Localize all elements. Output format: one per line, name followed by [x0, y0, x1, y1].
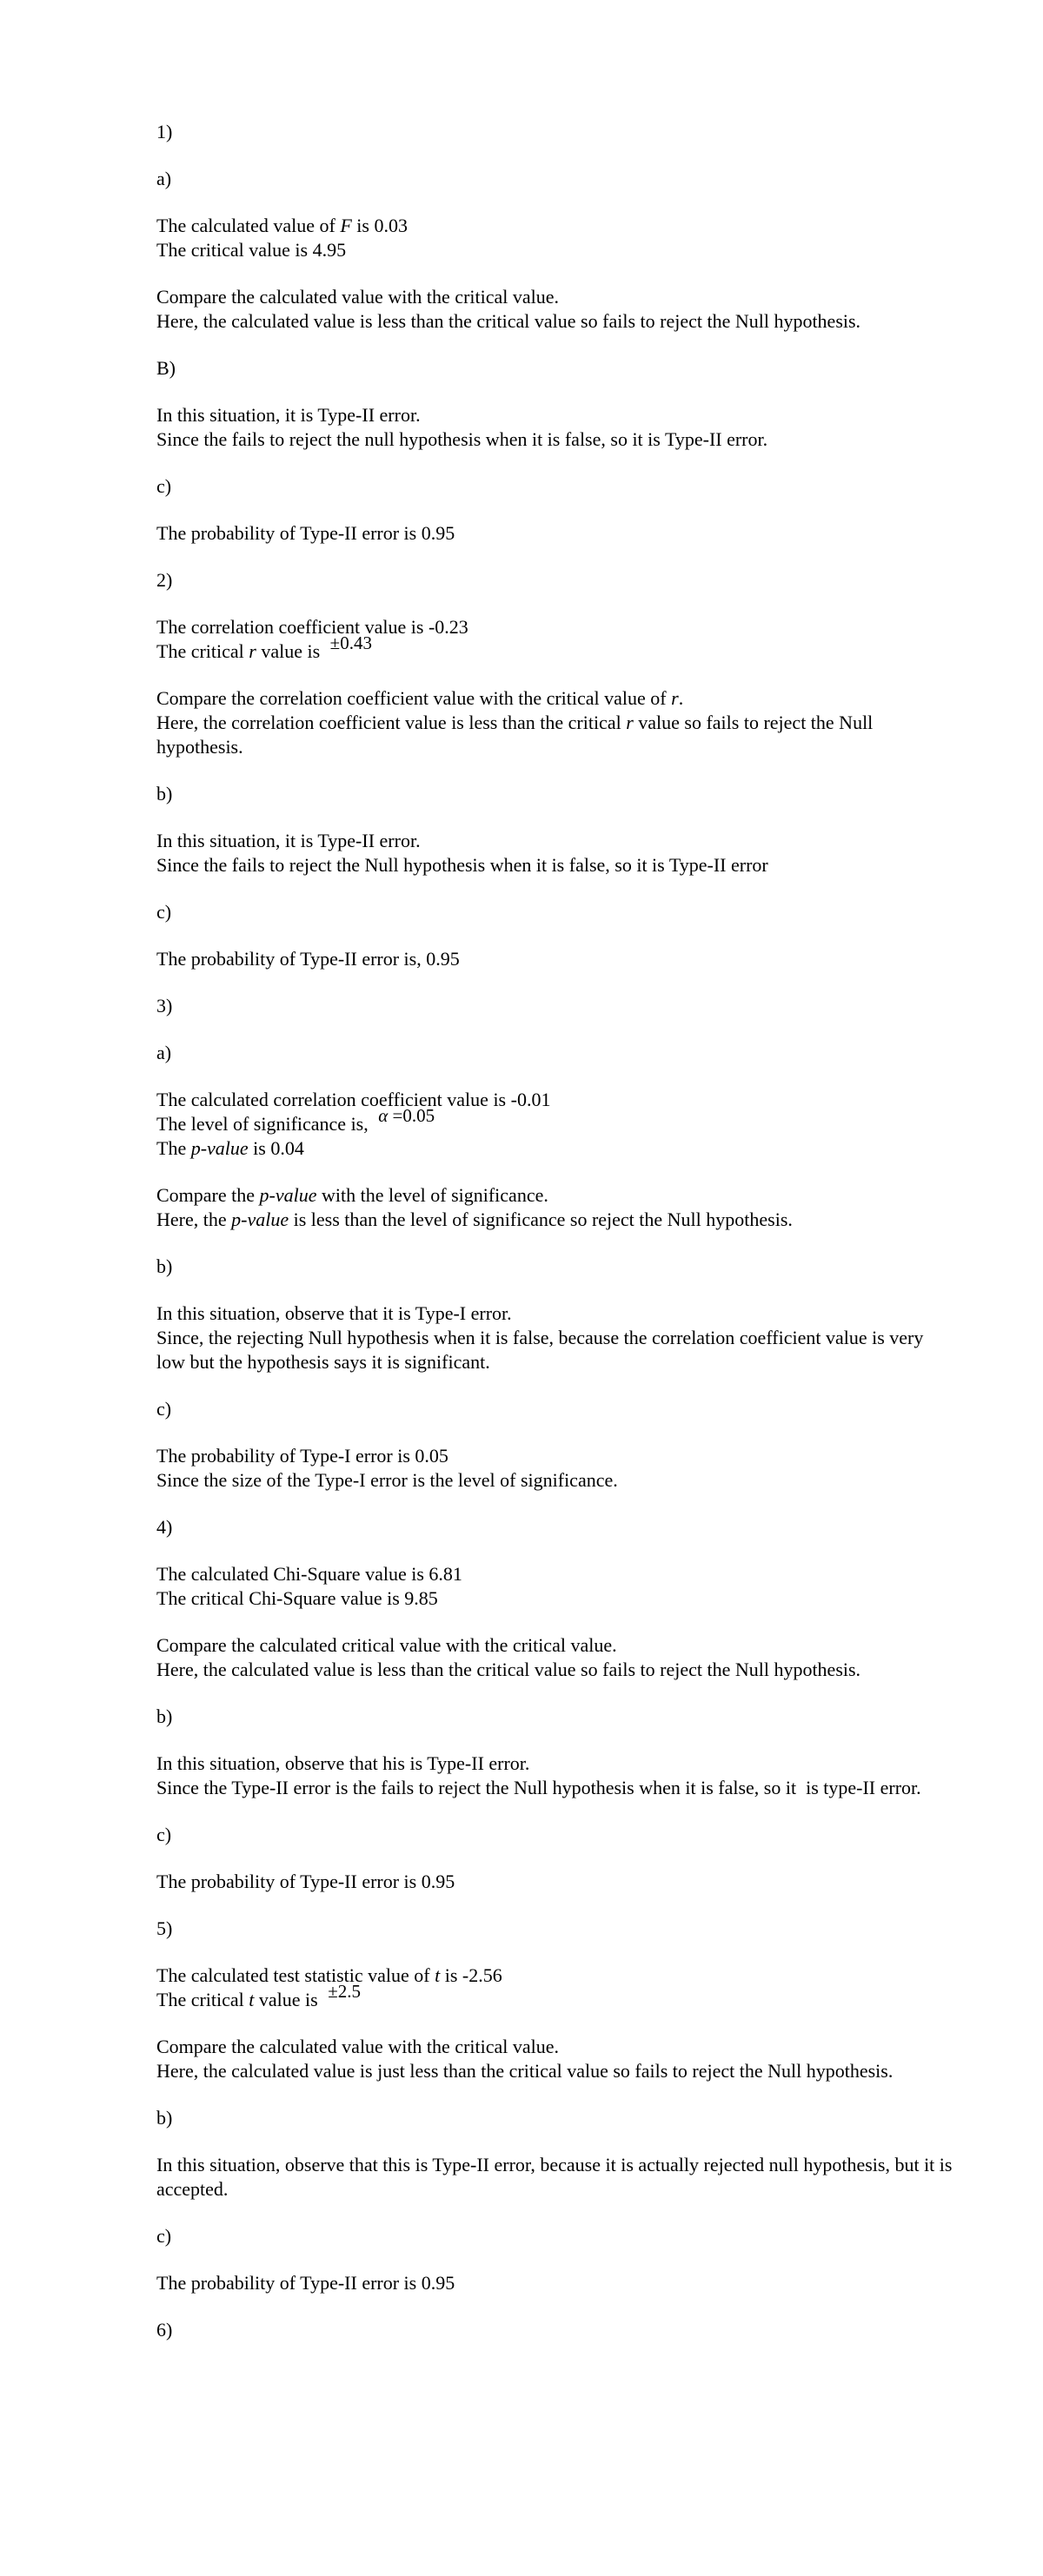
text-segment: The — [156, 1137, 191, 1159]
part-label: c) — [156, 2225, 172, 2247]
question-number: 5) — [156, 1917, 173, 1939]
section-3-comparison — [156, 1183, 956, 1232]
variable-p-value: p-value — [259, 1184, 317, 1206]
question-number: 4) — [156, 1516, 173, 1538]
part-label: b) — [156, 1255, 173, 1277]
critical-t-value: ±2.5 — [328, 1981, 362, 2002]
variable-f: F — [340, 215, 352, 236]
text-segment: The calculated value of — [156, 215, 341, 236]
section-1-part-c-label — [156, 474, 956, 499]
alpha-symbol: α — [378, 1105, 389, 1126]
conclusion-line — [156, 711, 956, 759]
section-1-number — [156, 120, 956, 144]
comparison-line — [156, 1183, 956, 1208]
conclusion-line: Here, the calculated value is less than the critical value so fails to reject the Null hypothesis. — [156, 1659, 861, 1680]
text-segment: Compare the — [156, 1184, 260, 1206]
probability-line: The probability of Type-II error is 0.95 — [156, 2272, 455, 2294]
section-5-values — [156, 1963, 956, 2012]
variable-r: r — [671, 687, 679, 709]
error-reason-line: Since the fails to reject the Null hypothesis when it is false, so it is Type-II error — [156, 854, 768, 876]
error-reason-line: Since, the rejecting Null hypothesis when it is false, because the correlation coefficient value is very low but the hypothesis says it is significant. — [156, 1327, 928, 1373]
text-segment: value is — [256, 640, 325, 662]
section-5-part-b-text — [156, 2153, 956, 2202]
part-label: a) — [156, 1042, 172, 1063]
error-reason-line: Since the Type-II error is the fails to reject the Null hypothesis when it is false, so it is type-II error. — [156, 1777, 921, 1798]
variable-p-value: p-value — [231, 1209, 289, 1230]
section-4-values — [156, 1562, 956, 1611]
question-number: 2) — [156, 569, 173, 591]
part-label: c) — [156, 1824, 172, 1845]
section-2-part-b-text — [156, 829, 956, 877]
variable-r: r — [626, 712, 634, 733]
chi-square-value-line: The calculated Chi-Square value is 6.81 — [156, 1563, 462, 1585]
part-label: B) — [156, 357, 176, 379]
text-segment: . — [678, 687, 684, 709]
section-6-number — [156, 2318, 956, 2342]
text-segment: Here, the correlation coefficient value is less than the critical — [156, 712, 627, 733]
section-3-part-b-text — [156, 1301, 956, 1374]
text-segment: The calculated test statistic value of — [156, 1964, 435, 1986]
section-4-part-c-text — [156, 1870, 956, 1894]
critical-t-line — [156, 1981, 956, 2012]
text-segment: The critical — [156, 1989, 249, 2010]
comparison-line: Compare the calculated value with the critical value. — [156, 286, 560, 308]
section-3-part-a-label — [156, 1041, 956, 1065]
test-statistic-line — [156, 1963, 956, 1988]
probability-line: The probability of Type-II error is, 0.95 — [156, 948, 460, 970]
section-1-part-b-label — [156, 356, 956, 381]
probability-reason-line: Since the size of the Type-I error is the level of significance. — [156, 1469, 618, 1491]
conclusion-line: Here, the calculated value is just less than the critical value so fails to reject the Null hypothesis. — [156, 2060, 894, 2082]
significance-level-line — [156, 1105, 956, 1136]
section-3-part-c-label — [156, 1397, 956, 1421]
text-segment: Compare the correlation coefficient value with the critical value of — [156, 687, 672, 709]
text-segment: is 0.03 — [351, 215, 408, 236]
text-segment: value is — [254, 1989, 323, 2010]
section-2-values — [156, 615, 956, 664]
part-label: c) — [156, 901, 172, 923]
error-reason-line: Since the fails to reject the null hypothesis when it is false, so it is Type-II error. — [156, 428, 768, 450]
section-1-part-a-label — [156, 167, 956, 191]
comparison-line: Compare the calculated value with the critical value. — [156, 2036, 560, 2057]
section-5-part-c-label — [156, 2224, 956, 2248]
text-segment: is -2.56 — [440, 1964, 502, 1986]
part-label: c) — [156, 475, 172, 497]
probability-line: The probability of Type-II error is 0.95 — [156, 1871, 455, 1892]
critical-r-line — [156, 632, 956, 664]
conclusion-line — [156, 1208, 956, 1232]
section-1-part-b-text — [156, 403, 956, 452]
text-segment: Here, the — [156, 1209, 232, 1230]
part-label: c) — [156, 1398, 172, 1420]
section-2-comparison — [156, 686, 956, 759]
section-5-comparison — [156, 2035, 956, 2083]
part-label: b) — [156, 2107, 173, 2129]
section-5-number — [156, 1917, 956, 1941]
section-4-comparison — [156, 1633, 956, 1682]
text-segment: with the level of significance. — [316, 1184, 548, 1206]
section-1-part-c-text — [156, 521, 956, 546]
calculated-f-line — [156, 214, 956, 238]
critical-chi-square-line: The critical Chi-Square value is 9.85 — [156, 1587, 438, 1609]
correlation-value-line: The calculated correlation coefficient value is -0.01 — [156, 1089, 551, 1110]
question-number: 6) — [156, 2319, 173, 2341]
section-2-part-c-text — [156, 947, 956, 971]
conclusion-line: Here, the calculated value is less than the critical value so fails to reject the Null hypothesis. — [156, 310, 861, 332]
section-2-number — [156, 568, 956, 593]
correlation-value-line: The correlation coefficient value is -0.23 — [156, 616, 468, 638]
variable-t: t — [249, 1989, 255, 2010]
text-segment: is 0.04 — [248, 1137, 304, 1159]
comparison-line — [156, 686, 956, 711]
alpha-value — [378, 1103, 435, 1128]
error-type-line: In this situation, it is Type-II error. — [156, 404, 421, 426]
section-3-values — [156, 1088, 956, 1161]
part-label: b) — [156, 1705, 173, 1727]
p-value-line — [156, 1136, 956, 1161]
question-number: 3) — [156, 995, 173, 1016]
error-type-line: In this situation, it is Type-II error. — [156, 830, 421, 851]
section-5-part-b-label — [156, 2106, 956, 2130]
section-3-part-c-text — [156, 1444, 956, 1493]
comparison-line: Compare the calculated critical value with the critical value. — [156, 1634, 617, 1656]
variable-p-value: p-value — [190, 1137, 249, 1159]
error-type-line: In this situation, observe that his is Type-II error. — [156, 1752, 530, 1774]
section-1-part-a-values — [156, 214, 956, 262]
variable-t: t — [435, 1964, 441, 1986]
text-segment: is less than the level of significance so reject the Null hypothesis. — [289, 1209, 793, 1230]
section-4-number — [156, 1515, 956, 1540]
section-2-part-b-label — [156, 782, 956, 806]
text-segment: value so fails to reject the Null hypothesis. — [156, 712, 878, 758]
probability-line: The probability of Type-II error is 0.95 — [156, 522, 455, 544]
error-type-line: In this situation, observe that it is Type-I error. — [156, 1302, 512, 1324]
question-number: 1) — [156, 121, 173, 142]
text-segment: The critical — [156, 640, 249, 662]
error-type-line: In this situation, observe that this is Type-II error, because it is actually rejected null hypothesis, but it is accepted. — [156, 2154, 957, 2200]
critical-value-line: The critical value is 4.95 — [156, 239, 347, 261]
section-1-comparison — [156, 285, 956, 334]
critical-r-value: ±0.43 — [329, 632, 372, 653]
section-4-part-b-label — [156, 1705, 956, 1729]
probability-line: The probability of Type-I error is 0.05 — [156, 1445, 448, 1467]
section-5-part-c-text — [156, 2271, 956, 2295]
part-label: a) — [156, 168, 172, 189]
part-label: b) — [156, 783, 173, 805]
section-4-part-b-text — [156, 1752, 956, 1800]
section-3-part-b-label — [156, 1255, 956, 1279]
section-4-part-c-label — [156, 1823, 956, 1847]
text-segment: The level of significance is, — [156, 1113, 374, 1135]
section-3-number — [156, 994, 956, 1018]
text-segment: =0.05 — [388, 1105, 435, 1126]
section-2-part-c-label — [156, 900, 956, 924]
document-body — [156, 120, 956, 2365]
variable-r: r — [249, 640, 256, 662]
